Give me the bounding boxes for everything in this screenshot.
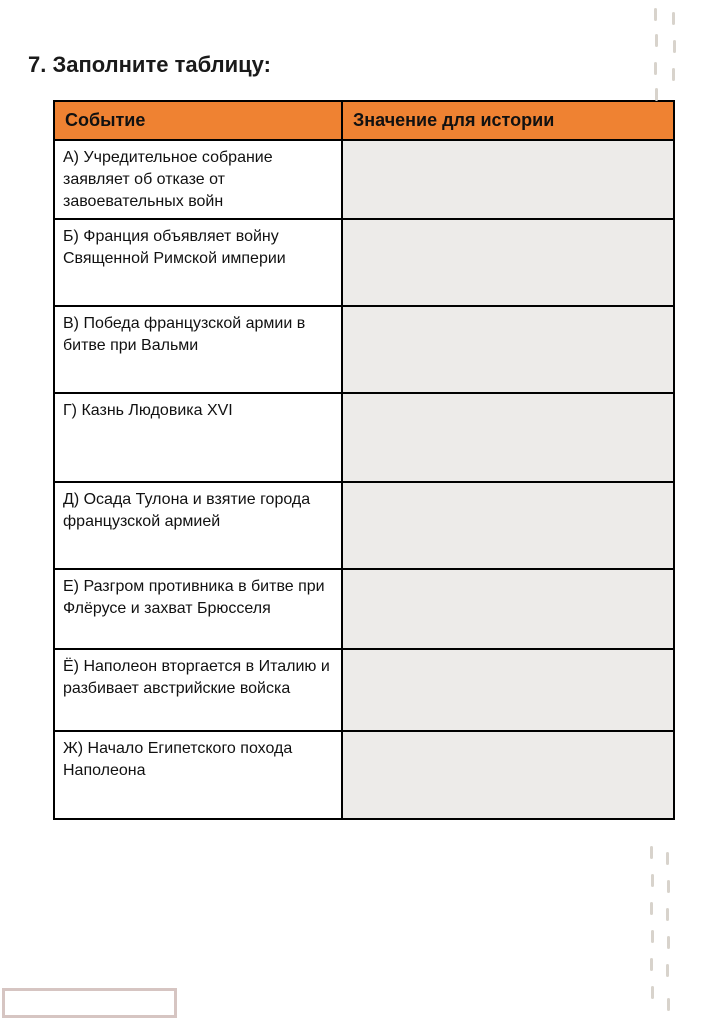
answer-cell[interactable] — [342, 482, 674, 569]
event-cell: Б) Франция объявляет войну Священной Римской империи — [54, 219, 342, 306]
table-row — [54, 731, 674, 819]
answer-cell[interactable] — [342, 393, 674, 482]
answer-cell[interactable] — [342, 219, 674, 306]
table-row — [54, 140, 674, 219]
table-row — [54, 306, 674, 393]
footer-box — [2, 988, 177, 1018]
event-cell: А) Учредительное собрание заявляет об отказе от завоевательных войн — [54, 140, 342, 219]
event-cell: Ж) Начало Египетского похода Наполеона — [54, 731, 342, 819]
answer-cell[interactable] — [342, 649, 674, 731]
event-cell: Д) Осада Тулона и взятие города французской армией — [54, 482, 342, 569]
event-cell: Г) Казнь Людовика XVI — [54, 393, 342, 482]
table-row — [54, 219, 674, 306]
table-row — [54, 649, 674, 731]
table-row — [54, 569, 674, 649]
task-title: 7. Заполните таблицу: — [28, 52, 271, 77]
event-cell: Ё) Наполеон вторгается в Италию и разбивает австрийские войска — [54, 649, 342, 731]
table-row — [54, 393, 674, 482]
column-header-meaning: Значение для истории — [342, 101, 674, 140]
column-header-event: Событие — [54, 101, 342, 140]
answer-cell[interactable] — [342, 569, 674, 649]
answer-cell[interactable] — [342, 731, 674, 819]
event-cell: В) Победа французской армии в битве при Вальми — [54, 306, 342, 393]
answer-cell[interactable] — [342, 306, 674, 393]
event-cell: Е) Разгром противника в битве при Флёрусе и захват Брюсселя — [54, 569, 342, 649]
table-header-row — [54, 101, 674, 140]
task-table — [53, 100, 675, 820]
table-row — [54, 482, 674, 569]
answer-cell[interactable] — [342, 140, 674, 219]
